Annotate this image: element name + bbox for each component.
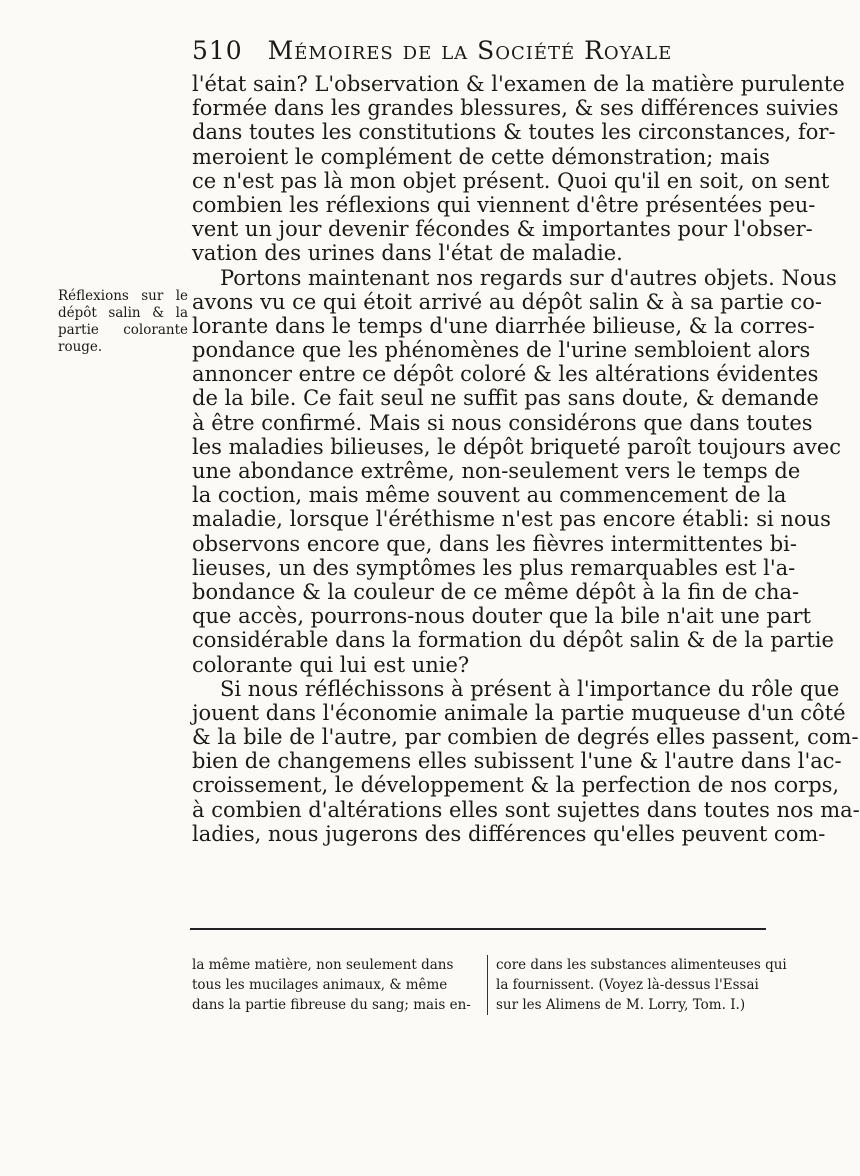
text-line: lieuses, un des symptômes les plus remarquables est l'a- <box>192 555 796 580</box>
running-header <box>192 36 752 65</box>
footnote-line: la fournissent. (Voyez là-dessus l'Essai <box>496 977 759 993</box>
text-line: la coction, mais même souvent au commencement de la <box>192 483 787 508</box>
text-line: que accès, pourrons-nous douter que la bile n'ait une part <box>192 604 811 629</box>
text-line: de la bile. Ce fait seul ne suffit pas sans doute, & demande <box>192 386 819 411</box>
text-line: bondance & la couleur de ce même dépôt à la fin de cha- <box>192 579 800 604</box>
text-line: à combien d'altérations elles sont sujettes dans toutes nos ma- <box>192 797 860 822</box>
text-line: ce n'est pas là mon objet présent. Quoi qu'il en soit, on sent <box>192 168 830 193</box>
text-line: pondance que les phénomènes de l'urine sembloient alors <box>192 338 811 363</box>
text-line: une abondance extrême, non-seulement vers le temps de <box>192 459 801 483</box>
footnote-line: core dans les substances alimenteuses qui <box>496 957 787 973</box>
text-line: jouent dans l'économie animale la partie muqueuse d'un côté <box>192 700 846 725</box>
text-line: formée dans les grandes blessures, & ses différences suivies <box>192 96 839 121</box>
text-line: bien de changemens elles subissent l'une & l'autre dans l'ac- <box>192 749 842 774</box>
text-line: ladies, nous jugerons des différences qu'elles peuvent com- <box>192 821 826 846</box>
text-line: à être confirmé. Mais si nous considérons que dans toutes <box>192 410 813 435</box>
running-title: Mémoires de la Société Royale <box>267 36 673 65</box>
text-line: vent un jour devenir fécondes & importantes pour l'obser- <box>192 217 813 242</box>
text-line: meroient le complément de cette démonstration; mais <box>192 144 770 169</box>
text-line: colorante qui lui est unie? <box>192 652 470 677</box>
text-line: lorante dans le temps d'une diarrhée bilieuse, & la corres- <box>192 313 815 338</box>
footnote-line: la même matière, non seulement dans <box>192 957 454 973</box>
footnote-line: sur les Alimens de M. Lorry, Tom. I.) <box>496 997 746 1013</box>
text-line: vation des urines dans l'état de maladie. <box>192 241 623 266</box>
footnote-line: dans la partie fibreuse du sang; mais en- <box>192 997 471 1013</box>
text-line: avons vu ce qui étoit arrivé au dépôt salin & à sa partie co- <box>192 289 822 314</box>
footnote-column-right <box>487 955 787 1015</box>
body-text <box>192 72 860 846</box>
text-line: considérable dans la formation du dépôt salin & de la partie <box>192 628 834 653</box>
text-line: & la bile de l'autre, par combien de degrés elles passent, com- <box>192 725 859 750</box>
text-line: l'état sain? L'observation & l'examen de la matière purulente <box>192 72 845 96</box>
text-line: croissement, le développement & la perfection de nos corps, <box>192 773 840 798</box>
text-line: Si nous réfléchissons à présent à l'importance du rôle que <box>220 676 840 701</box>
footnote-column-left <box>192 955 472 1015</box>
text-line: Portons maintenant nos regards sur d'autres objets. Nous <box>220 265 837 290</box>
text-line: observons encore que, dans les fièvres intermittentes bi- <box>192 531 797 556</box>
margin-note: Réflexions sur le dépôt salin & la partie colorante rouge. <box>58 288 188 355</box>
text-line: les maladies bilieuses, le dépôt briqueté paroît toujours avec <box>192 434 842 459</box>
text-line: dans toutes les constitutions & toutes les circonstances, for- <box>192 120 836 145</box>
text-line: maladie, lorsque l'éréthisme n'est pas encore établi: si nous <box>192 507 831 532</box>
footnote-rule <box>190 928 766 930</box>
text-line: annoncer entre ce dépôt coloré & les altérations évidentes <box>192 362 819 387</box>
footnote-line: tous les mucilages animaux, & même <box>192 977 448 993</box>
page-number: 510 <box>192 36 243 65</box>
text-line: combien les réflexions qui viennent d'être présentées peu- <box>192 192 816 217</box>
